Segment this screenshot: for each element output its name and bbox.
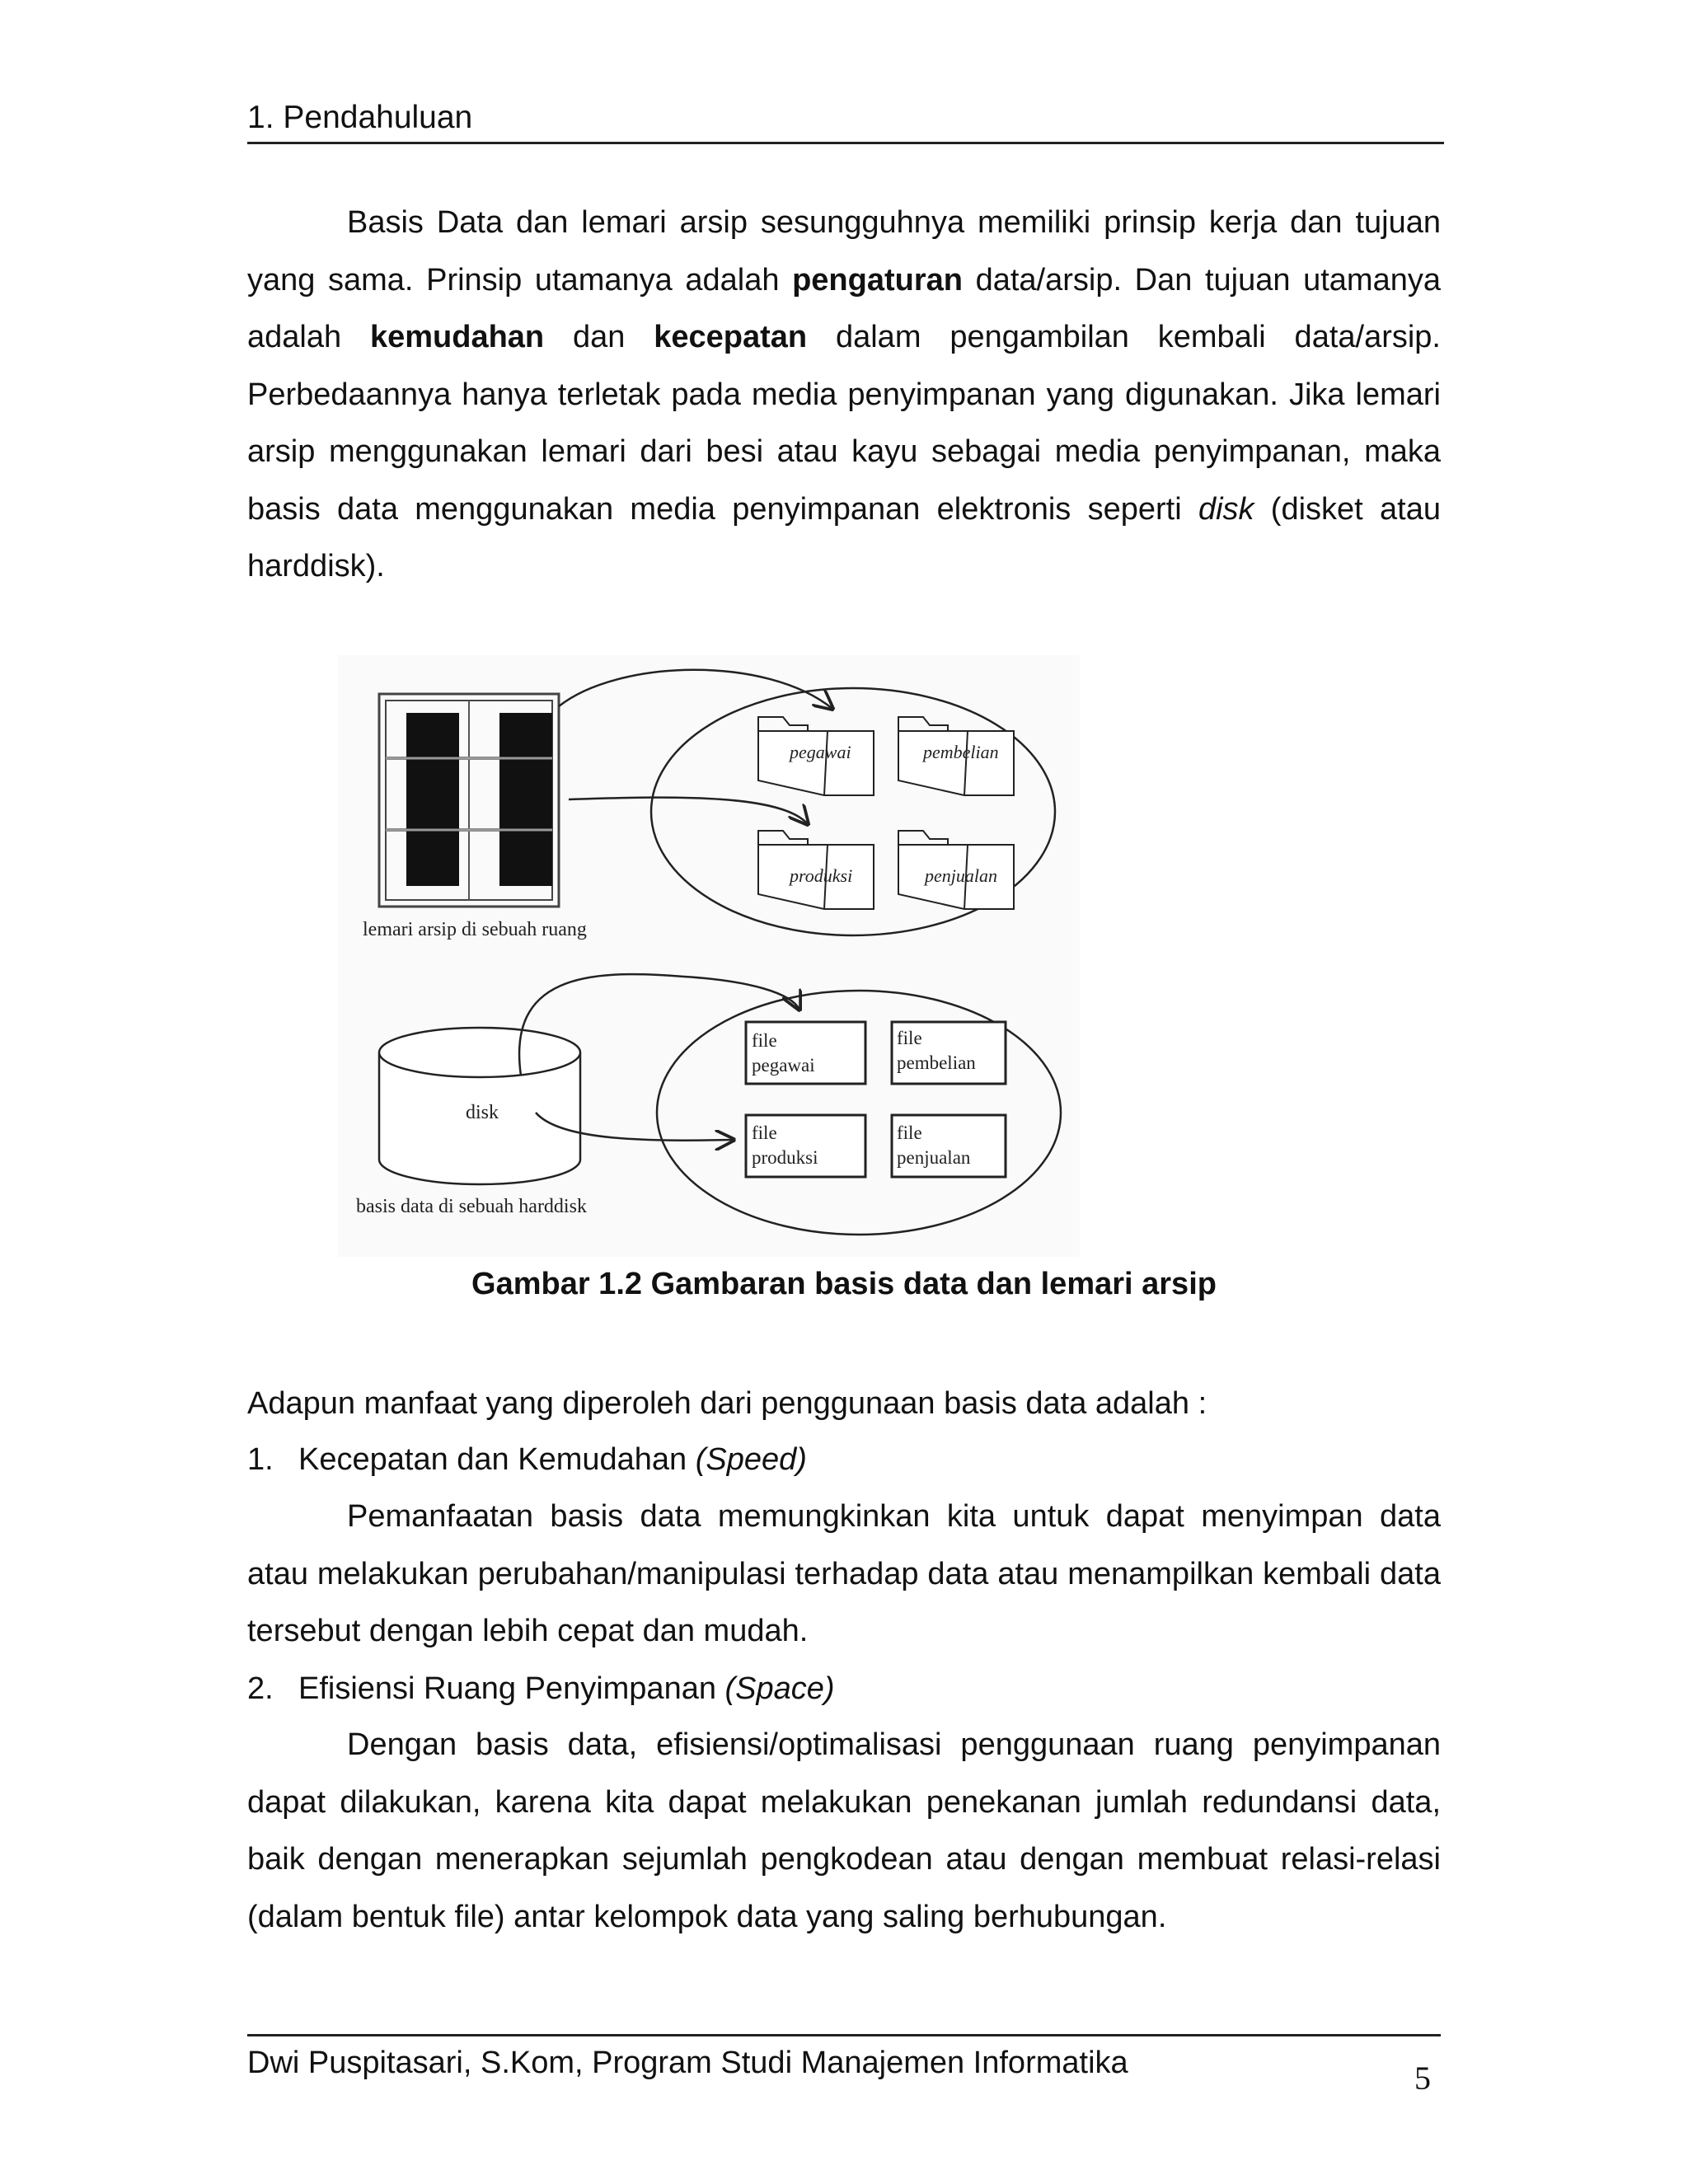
benefit-title-text: Kecepatan dan Kemudahan — [298, 1442, 696, 1477]
folder-label: pembelian — [923, 742, 999, 762]
file-box-label: pegawai — [752, 1055, 815, 1076]
intro-bold-3: kecepatan — [654, 320, 808, 354]
intro-text-2: data/arsip. Dan tujuan utamanya adalah — [247, 262, 1441, 354]
figure-diagram — [338, 655, 1080, 1257]
intro-italic-1: disk — [1198, 491, 1254, 527]
file-box — [892, 1115, 1006, 1177]
file-box-label: penjualan — [897, 1147, 971, 1168]
file-box-word: file — [752, 1030, 777, 1051]
disk-label: disk — [466, 1102, 499, 1123]
benefit-title — [247, 1668, 835, 1709]
database-label: basis data di sebuah harddisk — [356, 1196, 587, 1217]
benefit-description: Pemanfaatan basis data memungkinkan kita untuk dapat menyimpan data atau melakukan perubahan/manipulasi terhadap data atau menampilkan kembali data tersebut dengan lebih cepat dan mudah. — [247, 1499, 1441, 1648]
intro-text-4: dalam pengambilan kembali data/arsip. Perbedaannya hanya terletak pada media penyimpanan yang digunakan. Jika lemari arsip menggunakan lemari dari besi atau kayu sebagai media penyimpanan, maka basis data menggunakan media penyimpanan elektronis seperti — [247, 320, 1441, 527]
header-title: 1. Pendahuluan — [247, 100, 473, 135]
benefit-term: (Speed) — [695, 1442, 807, 1477]
benefit-title-text: Efisiensi Ruang Penyimpanan — [298, 1671, 725, 1706]
intro-bold-2: kemudahan — [369, 320, 545, 354]
footer-divider — [247, 2034, 1441, 2036]
file-box-label: produksi — [752, 1147, 818, 1168]
file-box-word: file — [752, 1122, 777, 1143]
intro-paragraph — [247, 194, 1441, 596]
folder-label: pegawai — [790, 742, 851, 762]
page-number: 5 — [1414, 2060, 1431, 2097]
intro-text-5: (disket atau harddisk). — [247, 491, 1441, 583]
page-header — [247, 97, 1444, 144]
folder-label: produksi — [790, 865, 853, 886]
benefit-number: 1. — [247, 1442, 274, 1477]
benefit-term: (Space) — [724, 1671, 835, 1706]
file-box-word: file — [897, 1122, 922, 1143]
benefits-intro: Adapun manfaat yang diperoleh dari penggunaan basis data adalah : — [247, 1386, 1207, 1421]
intro-text-3: dan — [544, 320, 654, 354]
file-box-label: pembelian — [897, 1052, 976, 1073]
file-box-word: file — [897, 1028, 922, 1048]
figure-caption: Gambar 1.2 Gambaran basis data dan lemari arsip — [471, 1267, 1217, 1301]
file-box — [746, 1115, 865, 1177]
diagram-svg — [338, 655, 1080, 1257]
footer-author: Dwi Puspitasari, S.Kom, Program Studi Manajemen Informatika — [247, 2046, 1128, 2080]
benefit-description: Dengan basis data, efisiensi/optimalisasi penggunaan ruang penyimpanan dapat dilakukan, karena kita dapat melakukan penekanan jumlah redundansi data, baik dengan menerapkan sejumlah pengkodean atau dengan membuat relasi-relasi (dalam bentuk file) antar kelompok data yang saling berhubungan. — [247, 1727, 1441, 1934]
intro-text-1: Basis Data dan lemari arsip sesungguhnya memiliki prinsip kerja dan tujuan yang sama. Prinsip utamanya adalah — [247, 205, 1441, 298]
benefit-number: 2. — [247, 1671, 274, 1706]
cabinet-label: lemari arsip di sebuah ruang — [363, 919, 587, 940]
intro-bold-1: pengaturan — [792, 262, 963, 298]
file-box — [746, 1022, 865, 1084]
folder-label: penjualan — [925, 865, 997, 886]
file-box — [892, 1022, 1006, 1084]
benefit-title — [247, 1439, 807, 1480]
